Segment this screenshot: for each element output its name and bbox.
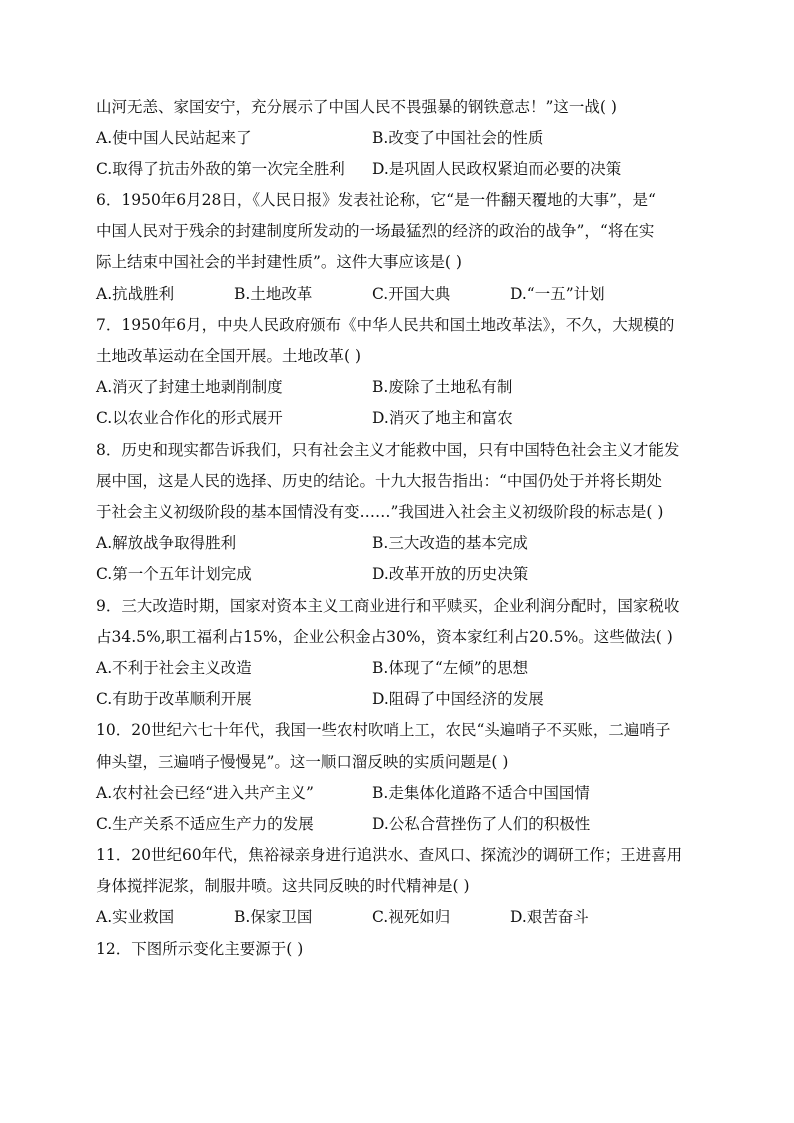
q7-option-b: B.废除了土地私有制 <box>372 378 513 396</box>
q6-stem-line: 6．1950年6月28日，《人民日报》发表社论称，它“是一件翻天覆地的大事”，是“ <box>96 191 656 209</box>
q6-stem-line: 中国人民对于残余的封建制度所发动的一场最猛烈的经济的政治的战争”，“将在实 <box>96 222 655 240</box>
q10-option-d: D.公私合营挫伤了人们的积极性 <box>372 815 591 833</box>
q6-option-b: B.土地改革 <box>234 285 313 303</box>
q8-stem-line: 8．历史和现实都告诉我们，只有社会主义才能救中国，只有中国特色社会主义才能发 <box>96 441 680 459</box>
q7-option-a: A.消灭了封建土地剥削制度 <box>96 378 283 396</box>
q8-option-c: C.第一个五年计划完成 <box>96 565 252 583</box>
q7-option-d: D.消灭了地主和富农 <box>372 409 513 427</box>
q9-option-c: C.有助于改革顺利开展 <box>96 690 252 708</box>
q7-stem-line: 土地改革运动在全国开展。土地改革( ) <box>96 347 362 365</box>
q5-option-d: D.是巩固人民政权紧迫而必要的决策 <box>372 160 622 178</box>
q8-stem-line: 展中国，这是人民的选择、历史的结论。十九大报告指出：“中国仍处于并将长期处 <box>96 472 662 490</box>
q9-option-b: B.体现了“左倾”的思想 <box>372 659 529 677</box>
q11-option-a: A.实业救国 <box>96 908 175 926</box>
q9-stem-line: 9．三大改造时期，国家对资本主义工商业进行和平赎买，企业利润分配时，国家税收 <box>96 597 680 615</box>
q11-option-c: C.视死如归 <box>372 908 451 926</box>
q10-option-c: C.生产关系不适应生产力的发展 <box>96 815 314 833</box>
q6-stem-line: 际上结束中国社会的半封建性质”。这件大事应该是( ) <box>96 253 462 271</box>
q10-option-b: B.走集体化道路不适合中国国情 <box>372 784 590 802</box>
q10-option-a: A.农村社会已经“进入共产主义” <box>96 784 314 802</box>
q8-stem-line: 于社会主义初级阶段的基本国情没有变……”我国进入社会主义初级阶段的标志是( ) <box>96 503 664 521</box>
q8-option-a: A.解放战争取得胜利 <box>96 534 237 552</box>
q5-option-c: C.取得了抗击外敌的第一次完全胜利 <box>96 160 345 178</box>
q9-option-d: D.阻碍了中国经济的发展 <box>372 690 544 708</box>
q7-option-c: C.以农业合作化的形式展开 <box>96 409 283 427</box>
q6-option-d: D.“一五”计划 <box>510 285 605 303</box>
q6-option-c: C.开国大典 <box>372 285 451 303</box>
q10-stem-line: 10．20世纪六七十年代，我国一些农村吹哨上工，农民“头遍哨子不买账，二遍哨子 <box>96 721 671 739</box>
q9-stem-line: 占34.5%,职工福利占15%，企业公积金占30%，资本家红利占20.5%。这些做法( ) <box>96 628 673 646</box>
q8-option-d: D.改革开放的历史决策 <box>372 565 529 583</box>
q7-stem-line: 7．1950年6月，中央人民政府颁布《中华人民共和国土地改革法》，不久，大规模的 <box>96 316 675 334</box>
q9-option-a: A.不利于社会主义改造 <box>96 659 252 677</box>
q6-option-a: A.抗战胜利 <box>96 285 175 303</box>
q5-stem-line: 山河无恙、家国安宁，充分展示了中国人民不畏强暴的钢铁意志！”这一战( ) <box>96 98 617 116</box>
q5-option-b: B.改变了中国社会的性质 <box>372 129 544 147</box>
q12-stem-line: 12．下图所示变化主要源于( ) <box>96 940 304 958</box>
q5-option-a: A.使中国人民站起来了 <box>96 129 252 147</box>
q11-option-d: D.艰苦奋斗 <box>510 908 589 926</box>
q11-stem-line: 11．20世纪60年代，焦裕禄亲身进行追洪水、查风口、探流沙的调研工作；王进喜用 <box>96 846 683 864</box>
q11-option-b: B.保家卫国 <box>234 908 313 926</box>
q11-stem-line: 身体搅拌泥浆，制服井喷。这共同反映的时代精神是( ) <box>96 877 470 895</box>
q8-option-b: B.三大改造的基本完成 <box>372 534 528 552</box>
q10-stem-line: 伸头望，三遍哨子慢慢晃”。这一顺口溜反映的实质问题是( ) <box>96 753 509 771</box>
